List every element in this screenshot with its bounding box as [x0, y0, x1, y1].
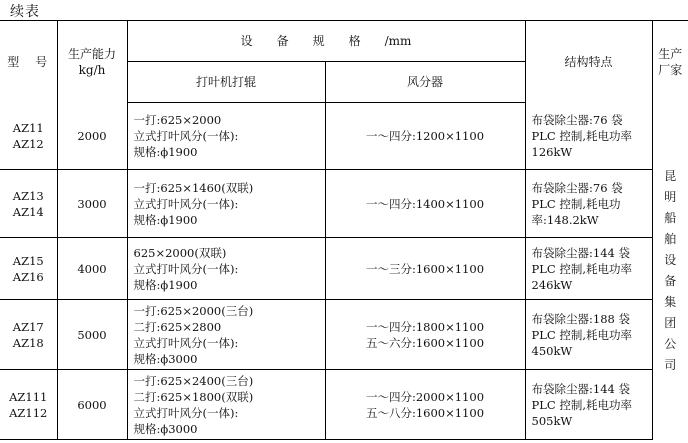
opener-spec-cell [127, 370, 325, 440]
model-cell [0, 370, 57, 440]
spec-line: 立式打叶风分(一体): [133, 129, 239, 143]
fan-spec-cell [325, 238, 525, 300]
feature-line: PLC 控制,耗电功 [531, 196, 621, 211]
feature-line: 布袋除尘器:188 袋 [531, 311, 630, 326]
model-code: AZ16 [12, 269, 44, 284]
model-cell [0, 300, 57, 370]
manufacturer-char: 船 [664, 211, 677, 225]
manufacturer-char: 舶 [664, 232, 677, 246]
feature-line: 505kW [531, 413, 573, 428]
header-manufacturer [652, 21, 688, 103]
spec-line: 625×2000(双联) [133, 245, 227, 260]
capacity-cell: 4000 [57, 238, 127, 300]
opener-spec-cell [127, 238, 325, 300]
manufacturer-char: 昆 [664, 169, 677, 183]
model-cell [0, 170, 57, 238]
fan-spec-cell [325, 370, 525, 440]
manufacturer-char: 司 [664, 358, 677, 372]
spec-line: 立式打叶风分(一体): [133, 261, 239, 276]
manufacturer-char: 公 [664, 337, 677, 351]
table-row [0, 103, 688, 170]
header-manufacturer-line1: 生产 [658, 46, 683, 61]
features-cell [525, 300, 652, 370]
header-model: 型 号 [0, 21, 57, 103]
capacity-cell: 6000 [57, 370, 127, 440]
fan-spec-cell [325, 170, 525, 238]
feature-line: 246kW [531, 277, 573, 292]
capacity-cell: 2000 [57, 103, 127, 170]
spec-line: 立式打叶风分(一体): [133, 335, 239, 350]
fan-line: 一～四分:1800×1100 [365, 319, 485, 334]
model-cell [0, 238, 57, 300]
feature-line: PLC 控制,耗电功率 [531, 128, 632, 143]
manufacturer-char: 设 [664, 253, 677, 267]
model-code: AZ13 [12, 188, 44, 203]
spec-line: 二打:625×2800 [133, 319, 222, 334]
fan-line: 一～四分:2000×1100 [365, 389, 485, 404]
table-row [0, 300, 688, 370]
spec-line: 一打:625×2000(三台) [133, 303, 254, 318]
features-cell [525, 103, 652, 170]
spec-line: 一打:625×1460(双联) [133, 180, 254, 195]
capacity-cell: 5000 [57, 300, 127, 370]
header-equipment-spec: 设 备 规 格 /mm [127, 21, 525, 62]
header-capacity [57, 21, 127, 103]
feature-line: PLC 控制,耗电功率 [531, 397, 632, 412]
model-code: AZ11 [12, 120, 44, 135]
feature-line: 布袋除尘器:144 袋 [531, 245, 630, 260]
spec-line: 规格:ϕ3000 [133, 421, 198, 436]
spec-line: 规格:ϕ1900 [133, 277, 198, 292]
table-row [0, 370, 688, 440]
opener-spec-cell [127, 300, 325, 370]
opener-spec-cell [127, 103, 325, 170]
fan-spec-cell [325, 300, 525, 370]
model-code: AZ111 [9, 389, 48, 404]
spec-line: 二打:625×1800(双联) [133, 389, 254, 404]
fan-line: 一～四分:1400×1100 [365, 196, 485, 211]
opener-spec-cell [127, 170, 325, 238]
spec-line: 规格:ϕ1900 [133, 212, 198, 227]
model-cell [0, 103, 57, 170]
fan-line: 一～三分:1600×1100 [365, 261, 485, 276]
model-code: AZ14 [12, 204, 44, 219]
manufacturer-char: 集 [664, 295, 677, 309]
header-opener: 打叶机打辊 [127, 62, 325, 103]
header-fan: 风分器 [325, 62, 525, 103]
fan-line: 一～四分:1200×1100 [365, 129, 485, 143]
feature-line: 率:148.2kW [531, 212, 599, 227]
features-cell [525, 238, 652, 300]
model-code: AZ15 [12, 253, 44, 268]
feature-line: 450kW [531, 343, 573, 358]
manufacturer-cell [652, 103, 688, 440]
spec-line: 规格:ϕ1900 [133, 145, 198, 159]
spec-line: 一打:625×2400(三台) [133, 373, 254, 388]
manufacturer-char: 明 [664, 190, 677, 204]
equipment-spec-table [0, 20, 688, 440]
table-row [0, 170, 688, 238]
table-row [0, 238, 688, 300]
feature-line: 布袋除尘器:76 袋 [531, 180, 623, 195]
manufacturer-char: 备 [664, 274, 677, 288]
spec-line: 规格:ϕ3000 [133, 351, 198, 366]
model-code: AZ18 [12, 335, 44, 350]
feature-line: 布袋除尘器:76 袋 [531, 112, 623, 127]
fan-spec-cell [325, 103, 525, 170]
feature-line: PLC 控制,耗电功率 [531, 327, 632, 342]
fan-line: 五～六分:1600×1100 [365, 335, 485, 350]
features-cell [525, 370, 652, 440]
model-code: AZ17 [12, 319, 44, 334]
spec-line: 立式打叶风分(一体): [133, 196, 239, 211]
spec-line: 立式打叶风分(一体): [133, 405, 239, 420]
features-cell [525, 170, 652, 238]
fan-line: 五～八分:1600×1100 [365, 405, 485, 420]
capacity-cell: 3000 [57, 170, 127, 238]
model-code: AZ112 [9, 405, 48, 420]
header-features: 结构特点 [525, 21, 652, 103]
header-capacity-unit: kg/h [78, 62, 106, 77]
feature-line: 126kW [531, 144, 573, 159]
spec-line: 一打:625×2000 [133, 113, 222, 127]
feature-line: PLC 控制,耗电功率 [531, 261, 632, 276]
header-capacity-label: 生产能力 [67, 46, 116, 61]
model-code: AZ12 [12, 136, 44, 151]
manufacturer-char: 团 [664, 316, 677, 330]
feature-line: 布袋除尘器:144 袋 [531, 381, 630, 396]
table-caption: 续表 [10, 4, 40, 20]
header-manufacturer-line2: 厂家 [658, 62, 683, 77]
